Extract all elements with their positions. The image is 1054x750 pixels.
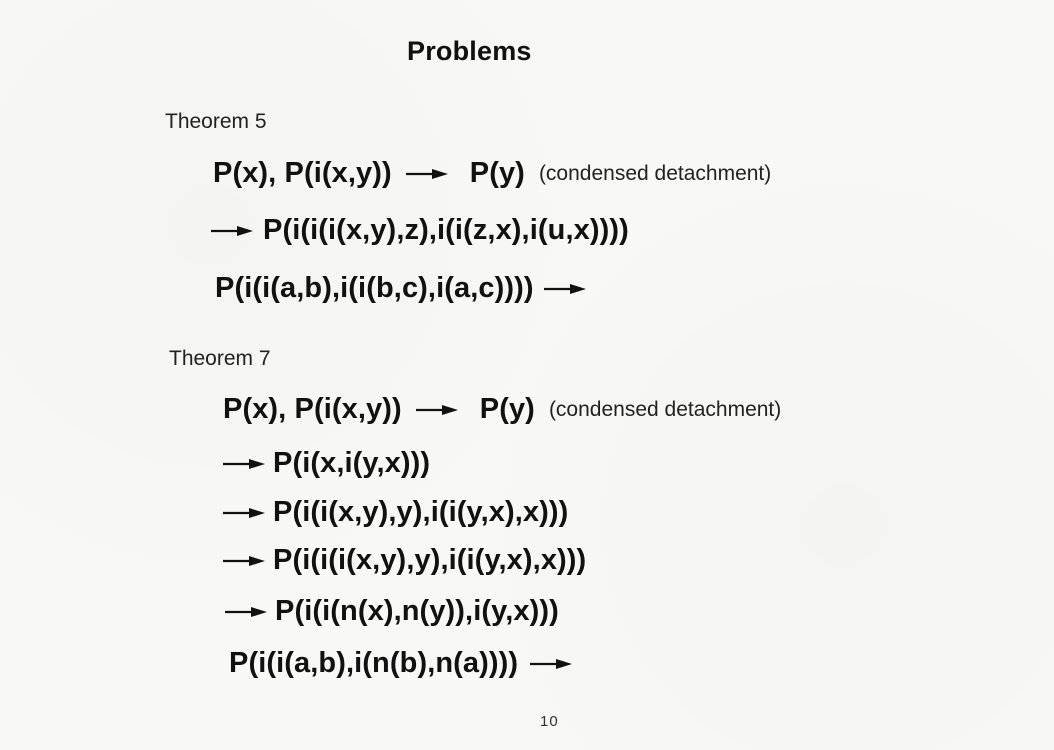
right-arrow-icon — [211, 224, 253, 238]
goal-formula: P(i(i(a,b),i(i(b,c),i(a,c)))) — [215, 272, 534, 304]
axiom-formula: P(i(i(x,y),y),i(i(y,x),x))) — [273, 496, 569, 528]
theorem-7-axiom-2 — [223, 496, 568, 529]
right-arrow-icon — [223, 506, 265, 520]
theorem-5-goal — [215, 272, 586, 305]
rule-conclusion: P(y) — [469, 157, 525, 189]
theorem-7-axiom-3 — [223, 544, 586, 577]
axiom-formula: P(i(i(i(x,y),y),i(i(y,x),x))) — [273, 544, 587, 576]
theorem-7-rule — [223, 393, 781, 426]
theorem-7-axiom-4 — [225, 595, 559, 628]
rule-note: (condensed detachment) — [538, 161, 772, 185]
right-arrow-icon — [544, 282, 586, 296]
theorem-5-label: Theorem 5 — [165, 110, 267, 133]
right-arrow-icon — [530, 657, 572, 671]
axiom-formula: P(i(i(i(x,y),z),i(i(z,x),i(u,x)))) — [263, 214, 629, 246]
page-title: Problems — [407, 36, 532, 66]
axiom-formula: P(i(i(n(x),n(y)),i(y,x))) — [275, 595, 559, 627]
right-arrow-icon — [225, 605, 267, 619]
rule-premises: P(x), P(i(x,y)) — [223, 393, 402, 425]
page-number: 10 — [540, 713, 559, 730]
right-arrow-icon — [416, 403, 458, 417]
theorem-7-goal — [229, 647, 572, 680]
right-arrow-icon — [223, 554, 265, 568]
theorem-5-axiom — [211, 214, 629, 247]
rule-note: (condensed detachment) — [548, 397, 782, 421]
right-arrow-icon — [223, 457, 265, 471]
right-arrow-icon — [406, 167, 448, 181]
axiom-formula: P(i(x,i(y,x))) — [273, 447, 431, 479]
goal-formula: P(i(i(a,b),i(n(b),n(a)))) — [229, 647, 519, 679]
rule-premises: P(x), P(i(x,y)) — [213, 157, 392, 189]
theorem-7-axiom-1 — [223, 447, 430, 480]
rule-conclusion: P(y) — [479, 393, 535, 425]
theorem-7-label: Theorem 7 — [169, 347, 271, 370]
theorem-5-rule — [213, 157, 771, 190]
